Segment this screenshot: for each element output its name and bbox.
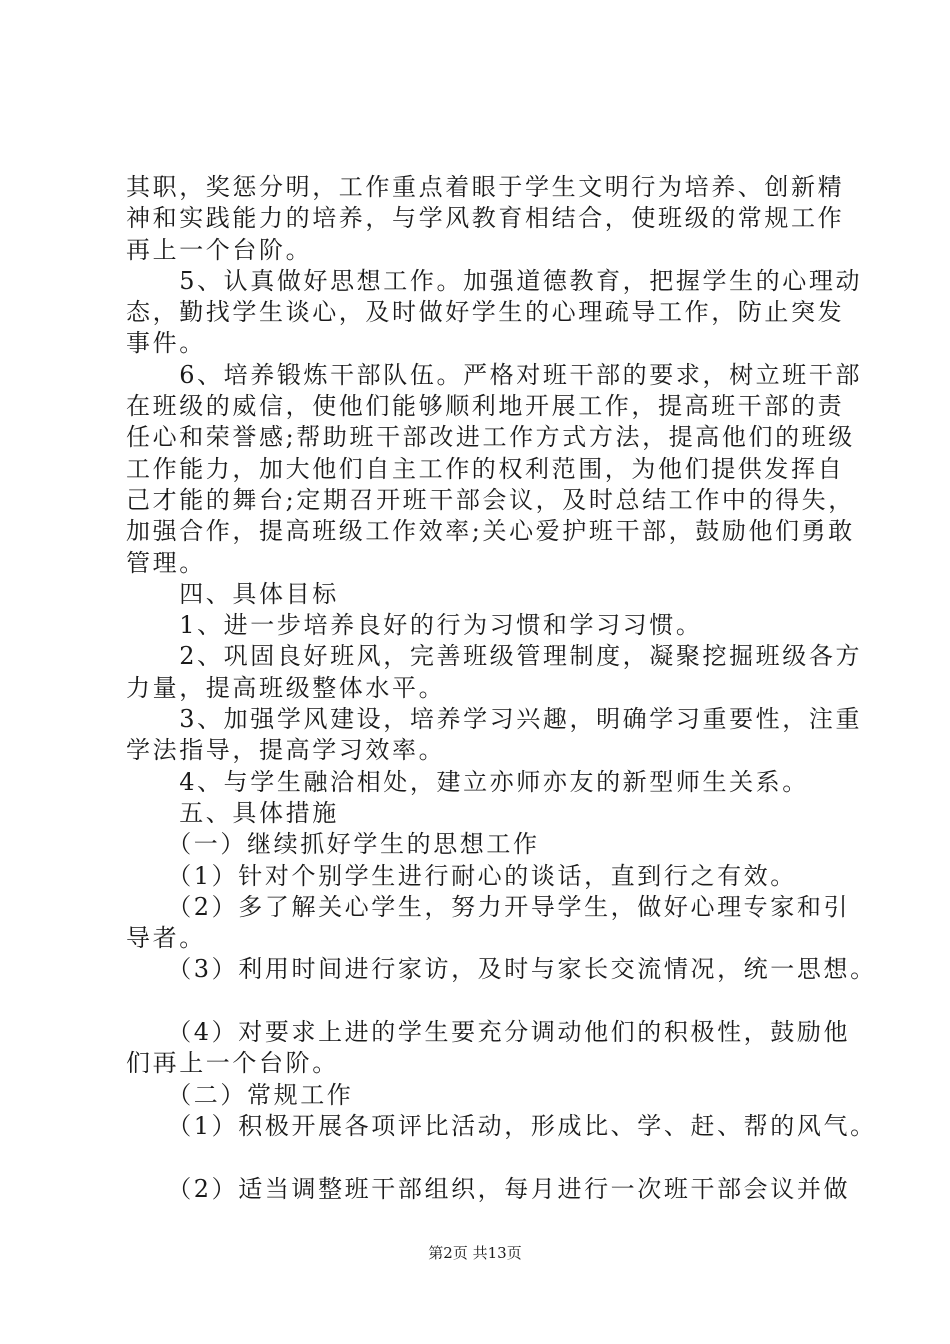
text-line: （1）针对个别学生进行耐心的谈话，直到行之有效。 (126, 861, 797, 890)
text-line: （2）多了解关心学生，努力开导学生，做好心理专家和引 (126, 892, 851, 921)
subsection-heading: （一）继续抓好学生的思想工作 (126, 830, 540, 859)
section-heading: 五、具体措施 (126, 798, 339, 827)
text-line: 们再上一个台阶。 (126, 1049, 339, 1078)
page-number-footer: 第2页 共13页 (428, 1244, 522, 1262)
text-line: 在班级的威信，使他们能够顺利地开展工作，提高班干部的责 (126, 392, 845, 421)
subsection-heading: （二）常规工作 (126, 1080, 354, 1109)
text-line: 2、巩固良好班风，完善班级管理制度，凝聚挖掘班级各方 (126, 642, 863, 671)
body-text (126, 172, 877, 1205)
text-line: 学法指导，提高学习效率。 (126, 736, 446, 765)
text-line: 神和实践能力的培养，与学风教育相结合，使班级的常规工作 (126, 204, 845, 233)
text-line: 导者。 (126, 924, 206, 953)
text-line: 加强合作，提高班级工作效率;关心爱护班干部，鼓励他们勇敢 (126, 517, 855, 546)
text-line: （4）对要求上进的学生要充分调动他们的积极性，鼓励他 (126, 1018, 851, 1047)
text-line: （1）积极开展各项评比活动，形成比、学、赶、帮的风气。 (126, 1111, 877, 1140)
section-heading: 四、具体目标 (126, 579, 339, 608)
text-line: （2）适当调整班干部组织，每月进行一次班干部会议并做 (126, 1174, 851, 1203)
text-line: （3）利用时间进行家访，及时与家长交流情况，统一思想。 (126, 955, 877, 984)
text-line: 其职，奖惩分明，工作重点着眼于学生文明行为培养、创新精 (126, 173, 845, 201)
text-line: 力量，提高班级整体水平。 (126, 673, 446, 702)
text-line: 工作能力，加大他们自主工作的权利范围，为他们提供发挥自 (126, 454, 845, 483)
blank-line (126, 1142, 846, 1173)
text-line: 态，勤找学生谈心，及时做好学生的心理疏导工作，防止突发 (126, 298, 845, 327)
text-line: 己才能的舞台;定期召开班干部会议，及时总结工作中的得失， (126, 485, 855, 514)
text-line: 6、培养锻炼干部队伍。严格对班干部的要求，树立班干部 (126, 360, 863, 389)
text-line: 任心和荣誉感;帮助班干部改进工作方式方法，提高他们的班级 (126, 423, 855, 452)
text-line: 管理。 (126, 548, 206, 577)
text-line: 事件。 (126, 329, 206, 358)
text-line: 3、加强学风建设，培养学习兴趣，明确学习重要性，注重 (126, 705, 863, 734)
text-line: 再上一个台阶。 (126, 235, 313, 264)
blank-line (126, 986, 846, 1017)
text-line: 1、进一步培养良好的行为习惯和学习习惯。 (126, 611, 703, 640)
text-line: 4、与学生融洽相处，建立亦师亦友的新型师生关系。 (126, 767, 809, 796)
text-line: 5、认真做好思想工作。加强道德教育，把握学生的心理动 (126, 266, 863, 295)
